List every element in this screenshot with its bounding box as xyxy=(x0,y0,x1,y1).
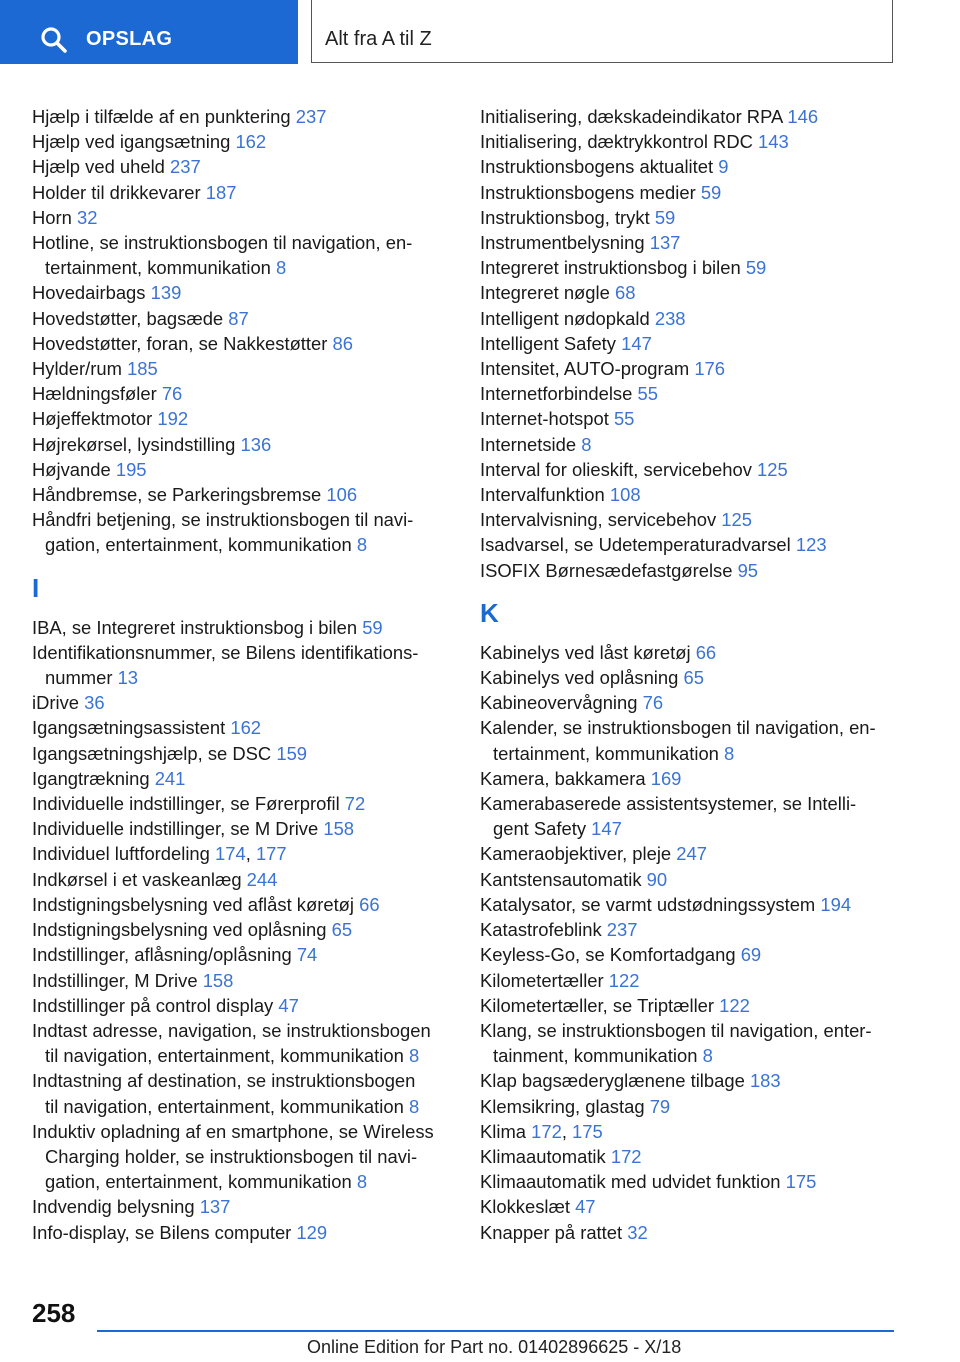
index-entry xyxy=(32,791,472,816)
index-entry-text: Igangsætningsassistent xyxy=(32,717,226,739)
index-entry xyxy=(480,1194,900,1219)
index-entry-text: Håndfri betjening, se instruktionsbogen til navi- xyxy=(32,509,414,531)
page-link[interactable]: 172 xyxy=(531,1120,562,1142)
index-entry xyxy=(480,129,900,154)
index-entry-text: gent Safety xyxy=(493,818,587,840)
page-link[interactable]: 66 xyxy=(359,893,380,915)
index-entry xyxy=(32,1068,472,1118)
index-entry xyxy=(480,331,900,356)
page-link[interactable]: 122 xyxy=(719,994,750,1016)
index-letter-heading: I xyxy=(32,572,40,603)
index-entry xyxy=(480,154,900,179)
index-entry xyxy=(480,205,900,230)
index-entry-text: til navigation, entertainment, kommunikation xyxy=(45,1095,404,1117)
index-entry-text: Klima xyxy=(480,1120,526,1142)
index-entry xyxy=(480,665,900,690)
index-entry xyxy=(480,306,900,331)
index-entry-text: Internet-hotspot xyxy=(480,408,609,430)
index-entry-text: Højvande xyxy=(32,458,111,480)
index-entry-text: Kilometertæller, se Triptæller xyxy=(480,994,715,1016)
index-entry xyxy=(480,1220,900,1245)
page-link[interactable]: 125 xyxy=(721,509,752,531)
footer-rule xyxy=(97,1330,894,1332)
page-link[interactable]: 74 xyxy=(296,944,318,966)
index-entry-text: Individuelle indstillinger, se Førerprofil xyxy=(32,793,340,815)
page-link[interactable]: 69 xyxy=(740,944,762,966)
page-link[interactable]: 177 xyxy=(255,843,287,865)
page-link[interactable]: 8 xyxy=(408,1095,420,1117)
section-tab-label: Alt fra A til Z xyxy=(325,28,432,50)
index-entry xyxy=(480,482,900,507)
index-entry xyxy=(32,432,472,457)
page-link[interactable]: 195 xyxy=(115,458,147,480)
index-entry xyxy=(32,154,472,179)
index-entry-text: Klemsikring, glastag xyxy=(480,1095,645,1117)
index-entry xyxy=(480,280,900,305)
index-entry-text: Igangsætningshjælp, se DSC xyxy=(32,742,272,764)
index-entry xyxy=(32,180,472,205)
page-link[interactable]: 175 xyxy=(572,1120,603,1142)
index-entry xyxy=(32,406,472,431)
index-entry-text: Hjælp i tilfælde af en punktering xyxy=(32,106,291,127)
index-entry-text: Klimaautomatik xyxy=(480,1145,606,1167)
page-link[interactable]: 146 xyxy=(787,106,819,127)
index-column-left xyxy=(32,104,472,1245)
page-link[interactable]: 238 xyxy=(654,307,686,329)
index-entry xyxy=(32,230,472,280)
page-link[interactable]: 183 xyxy=(749,1070,781,1092)
index-entry-text: Kabinelys ved oplåsning xyxy=(480,667,679,689)
page-link[interactable]: 244 xyxy=(246,868,278,890)
index-entry xyxy=(32,892,472,917)
index-entry xyxy=(480,1094,900,1119)
index-entry-text: Klimaautomatik med udvidet funktion xyxy=(480,1171,781,1193)
index-entry xyxy=(32,381,472,406)
page-link[interactable]: 192 xyxy=(157,408,189,430)
page-link[interactable]: 8 xyxy=(276,257,287,279)
index-entry-text: Hovedstøtter, foran, se Nakkestøtter xyxy=(32,332,328,354)
index-entry-text: gation, entertainment, kommunikation xyxy=(45,1171,352,1193)
index-entry-text: Instrumentbelysning xyxy=(480,232,645,254)
search-icon xyxy=(40,26,68,54)
page-link[interactable]: 65 xyxy=(331,919,353,941)
index-entry xyxy=(32,104,472,129)
index-entry-text: Intelligent nødopkald xyxy=(480,307,650,329)
page-link[interactable]: 158 xyxy=(202,969,234,991)
index-entry xyxy=(32,867,472,892)
index-entry-text: Indvendig belysning xyxy=(32,1196,195,1218)
index-entry-text: Indtast adresse, navigation, se instruktionsbogen xyxy=(32,1019,431,1041)
index-entry-text: Integreret instruktionsbog i bilen xyxy=(480,257,741,279)
page-link[interactable]: 8 xyxy=(724,742,735,764)
page-link[interactable]: 174 xyxy=(215,843,246,865)
index-entry-text: Hotline, se instruktionsbogen til navigation, en- xyxy=(32,232,413,254)
page-link[interactable]: 237 xyxy=(606,919,638,941)
index-entry: Klima 172, 175 xyxy=(480,1120,603,1142)
index-entry-text: Instruktionsbog, trykt xyxy=(480,206,650,228)
page-link[interactable]: 172 xyxy=(610,1145,642,1167)
page-link[interactable]: 55 xyxy=(637,383,658,405)
index-entry xyxy=(32,306,472,331)
index-entry-text: Hjælp ved igangsætning xyxy=(32,131,231,153)
page-link[interactable]: 143 xyxy=(758,131,789,153)
index-entry-text: Klokkeslæt xyxy=(480,1196,570,1218)
index-entry xyxy=(480,690,900,715)
page-link[interactable]: 66 xyxy=(695,641,717,663)
index-entry: Individuel luftfordeling 174, 177 xyxy=(32,843,287,865)
page-link[interactable]: 176 xyxy=(694,358,726,380)
page-link[interactable]: 137 xyxy=(199,1196,231,1218)
index-entry-text: til navigation, entertainment, kommunikation xyxy=(45,1045,404,1067)
page-link[interactable]: 13 xyxy=(117,667,139,689)
index-entry-text: tertainment, kommunikation xyxy=(45,257,271,279)
page-link[interactable]: 136 xyxy=(240,433,272,455)
page-link[interactable]: 47 xyxy=(575,1196,596,1218)
index-entry xyxy=(32,482,472,507)
page-link[interactable]: 122 xyxy=(608,969,640,991)
index-entry-text: Horn xyxy=(32,206,72,228)
index-entry-text: Intelligent Safety xyxy=(480,332,616,354)
index-entry xyxy=(480,1169,900,1194)
index-entry-text: Charging holder, se instruktionsbogen til navi- xyxy=(45,1145,418,1167)
index-entry-text: Kabinelys ved låst køretøj xyxy=(480,641,691,663)
page-link[interactable]: 147 xyxy=(621,332,652,354)
index-entry xyxy=(480,230,900,255)
page-link[interactable]: 8 xyxy=(702,1045,713,1067)
page-link[interactable]: 59 xyxy=(700,181,722,203)
index-entry-text: Indstigningsbelysning ved oplåsning xyxy=(32,919,327,941)
index-entry-text: Indstigningsbelysning ved aflåst køretøj xyxy=(32,893,354,915)
index-entry-text: tainment, kommunikation xyxy=(493,1045,698,1067)
page-link[interactable]: 32 xyxy=(77,206,98,228)
page-link[interactable]: 187 xyxy=(205,181,237,203)
index-entry xyxy=(480,507,900,532)
index-entry xyxy=(480,432,900,457)
page-link[interactable]: 8 xyxy=(581,433,592,455)
index-entry-text: Kameraobjektiver, pleje xyxy=(480,843,672,865)
page-link[interactable]: 68 xyxy=(614,282,636,304)
page-link[interactable]: 108 xyxy=(609,484,641,506)
index-entry-text: Indtastning af destination, se instruktionsbogen xyxy=(32,1070,416,1092)
index-entry-text: Kilometertæller xyxy=(480,969,604,991)
index-entry-text: Hylder/rum xyxy=(32,358,122,380)
index-entry-text: Kalender, se instruktionsbogen til navigation, en- xyxy=(480,717,876,739)
page-link[interactable]: 241 xyxy=(154,767,186,789)
index-entry xyxy=(32,356,472,381)
page-number: 258 xyxy=(32,1298,76,1328)
index-entry-text: IBA, se Integreret instruktionsbog i bilen xyxy=(32,616,358,638)
index-entry xyxy=(480,942,900,967)
index-entry xyxy=(480,180,900,205)
page-link[interactable]: 90 xyxy=(646,868,668,890)
index-entry-text: Induktiv opladning af en smartphone, se Wireless xyxy=(32,1120,434,1142)
page-link[interactable]: 59 xyxy=(362,616,383,638)
index-entry-text: Hovedairbags xyxy=(32,282,146,304)
section-tab[interactable] xyxy=(311,0,893,63)
index-entry-text: Knapper på rattet xyxy=(480,1221,623,1243)
index-entry-text: Hældningsføler xyxy=(32,383,157,405)
index-entry-text: Interval for olieskift, servicebehov xyxy=(480,458,752,480)
index-entry-text: Højeffektmotor xyxy=(32,408,153,430)
index-entry xyxy=(480,867,900,892)
index-entry-text: Hovedstøtter, bagsæde xyxy=(32,307,224,329)
index-entry xyxy=(32,968,472,993)
index-entry-text: Indstillinger, M Drive xyxy=(32,969,198,991)
index-entry-text: Klap bagsæderyglænene tilbage xyxy=(480,1070,745,1092)
index-entry xyxy=(480,457,900,482)
index-entry-text: Håndbremse, se Parkeringsbremse xyxy=(32,484,322,506)
search-tab[interactable] xyxy=(0,0,298,64)
index-entry xyxy=(32,993,472,1018)
index-entry xyxy=(480,766,900,791)
index-entry-text: Indkørsel i et vaskeanlæg xyxy=(32,868,242,890)
index-entry xyxy=(480,993,900,1018)
page-link[interactable]: 87 xyxy=(228,307,249,329)
index-entry xyxy=(480,917,900,942)
index-entry-text: Intervalfunktion xyxy=(480,484,605,506)
index-entry-text: Kamerabaserede assistentsystemer, se Intelli- xyxy=(480,793,857,815)
index-entry-text: Keyless-Go, se Komfortadgang xyxy=(480,944,736,966)
page-link[interactable]: 147 xyxy=(591,818,622,840)
index-entry xyxy=(480,1018,900,1068)
index-entry xyxy=(32,690,472,715)
page-link[interactable]: 123 xyxy=(795,534,827,556)
index-entry-text: Identifikationsnummer, se Bilens identifikations- xyxy=(32,641,419,663)
page-link[interactable]: 125 xyxy=(757,458,788,480)
index-entry-text: Instruktionsbogens medier xyxy=(480,181,696,203)
index-column-right xyxy=(480,104,900,1245)
index-entry-text: Individuel luftfordeling xyxy=(32,843,210,865)
page-link[interactable]: 95 xyxy=(737,559,759,581)
index-entry xyxy=(32,1220,472,1245)
index-entry xyxy=(32,741,472,766)
index-entry xyxy=(480,381,900,406)
index-entry-text: iDrive xyxy=(32,692,80,714)
page-link[interactable]: 55 xyxy=(613,408,635,430)
index-entry xyxy=(32,942,472,967)
search-tab-label: OPSLAG xyxy=(86,28,173,50)
page-link[interactable]: 59 xyxy=(654,206,676,228)
page-link[interactable]: 36 xyxy=(84,692,105,714)
index-entry-text: gation, entertainment, kommunikation xyxy=(45,534,352,556)
page-link[interactable]: 76 xyxy=(161,383,183,405)
index-entry-text: Info-display, se Bilens computer xyxy=(32,1221,292,1243)
index-entry xyxy=(32,205,472,230)
index-entry-text: tertainment, kommunikation xyxy=(493,742,719,764)
index-entry xyxy=(480,640,900,665)
index-entry xyxy=(32,917,472,942)
index-entry-text: Initialisering, dækskadeindikator RPA xyxy=(480,106,783,127)
page-link[interactable]: 162 xyxy=(230,717,262,739)
page-link[interactable]: 8 xyxy=(356,534,368,556)
index-entry-text: Intensitet, AUTO-program xyxy=(480,358,690,380)
index-entry xyxy=(32,129,472,154)
index-entry-text: Igangtrækning xyxy=(32,767,150,789)
page-link[interactable]: 8 xyxy=(408,1045,420,1067)
page-link[interactable]: 185 xyxy=(127,358,158,380)
page-link[interactable]: 162 xyxy=(235,131,267,153)
page-link[interactable]: 194 xyxy=(820,893,852,915)
index-entry xyxy=(32,457,472,482)
page-link[interactable]: 158 xyxy=(323,818,355,840)
index-entry xyxy=(480,1068,900,1093)
page-link[interactable]: 247 xyxy=(676,843,707,865)
page-link[interactable]: 59 xyxy=(745,257,767,279)
index-entry xyxy=(480,892,900,917)
index-entry xyxy=(480,356,900,381)
page-link[interactable]: 76 xyxy=(642,692,664,714)
index-entry-text: Kabineovervågning xyxy=(480,692,638,714)
edition-footer: Online Edition for Part no. 01402896625 - X/18 xyxy=(307,1337,682,1357)
index-entry xyxy=(32,1018,472,1068)
index-entry xyxy=(32,640,472,690)
index-entry xyxy=(480,255,900,280)
index-entry-text: Instruktionsbogens aktualitet xyxy=(480,156,714,178)
index-entry-text: Individuelle indstillinger, se M Drive xyxy=(32,818,319,840)
index-entry xyxy=(32,1194,472,1219)
index-entry xyxy=(480,558,900,583)
index-entry xyxy=(32,507,472,557)
index-letter-heading: K xyxy=(480,597,499,628)
page-link[interactable]: 137 xyxy=(649,232,681,254)
index-entry xyxy=(32,1119,472,1195)
page-link[interactable]: 8 xyxy=(356,1171,368,1193)
page-link[interactable]: 159 xyxy=(276,742,308,764)
page-link[interactable]: 139 xyxy=(150,282,182,304)
index-entry-text: Internetside xyxy=(480,433,577,455)
page-link[interactable]: 72 xyxy=(344,793,366,815)
index-entry-text: Hjælp ved uheld xyxy=(32,156,165,178)
page-link[interactable]: 32 xyxy=(627,1221,648,1243)
index-entry xyxy=(480,104,900,129)
index-entry xyxy=(32,715,472,740)
index-entry-text: Kamera, bakkamera xyxy=(480,767,646,789)
index-entry-text: Intervalvisning, servicebehov xyxy=(480,509,717,531)
page-link[interactable]: 106 xyxy=(326,484,358,506)
index-entry xyxy=(32,766,472,791)
page-link[interactable]: 175 xyxy=(785,1171,817,1193)
page-link[interactable]: 79 xyxy=(649,1095,671,1117)
index-entry xyxy=(480,791,900,841)
page-link[interactable]: 47 xyxy=(278,994,299,1016)
index-entry-text: Indstillinger på control display xyxy=(32,994,274,1016)
index-entry xyxy=(32,331,472,356)
index-entry-text: Integreret nøgle xyxy=(480,282,610,304)
index-entry-text: Katalysator, se varmt udstødningssystem xyxy=(480,893,816,915)
index-entry-text: Klang, se instruktionsbogen til navigation, enter- xyxy=(480,1019,872,1041)
index-entry xyxy=(32,816,472,841)
index-entry-text: Isadvarsel, se Udetemperaturadvarsel xyxy=(480,534,791,556)
index-entry xyxy=(32,615,472,640)
index-entry xyxy=(480,1144,900,1169)
index-entry xyxy=(480,968,900,993)
index-entry xyxy=(480,406,900,431)
page-link[interactable]: 86 xyxy=(332,332,353,354)
index-entry-text: Internetforbindelse xyxy=(480,383,633,405)
page-link[interactable]: 169 xyxy=(650,767,682,789)
index-entry xyxy=(32,280,472,305)
page-link[interactable]: 9 xyxy=(718,156,729,178)
page-link[interactable]: 237 xyxy=(295,106,327,127)
page-link[interactable]: 237 xyxy=(170,156,201,178)
page-link[interactable]: 129 xyxy=(296,1221,328,1243)
index-entry xyxy=(480,532,900,557)
index-entry xyxy=(480,715,900,765)
index-entry-text: Holder til drikkevarer xyxy=(32,181,201,203)
index-entry-text: Højrekørsel, lysindstilling xyxy=(32,433,236,455)
index-entry-text: Indstillinger, aflåsning/oplåsning xyxy=(32,944,292,966)
index-entry-text: Katastrofeblink xyxy=(480,919,602,941)
index-entry-text: ISOFIX Børnesædefastgørelse xyxy=(480,559,733,581)
index-entry-text: nummer xyxy=(45,667,113,689)
index-entry-text: Initialisering, dæktrykkontrol RDC xyxy=(480,131,753,153)
index-entry xyxy=(480,841,900,866)
index-entry-text: Kantstensautomatik xyxy=(480,868,642,890)
page-link[interactable]: 65 xyxy=(683,667,704,689)
